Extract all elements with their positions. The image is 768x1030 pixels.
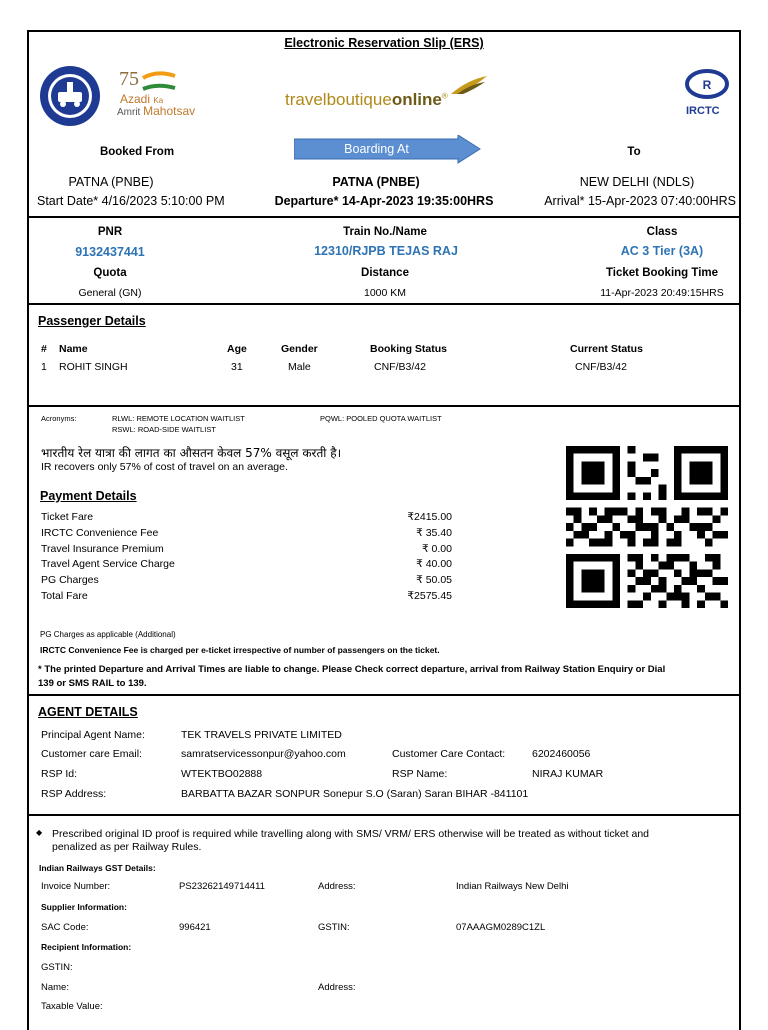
recipient-name-label: Name: [41, 982, 69, 993]
recipient-address-label: Address: [318, 982, 356, 993]
pg-charges-label: PG Charges [41, 574, 99, 586]
booked-from-label: Booked From [99, 146, 175, 158]
bullet-icon: ◆ [36, 828, 43, 837]
row-number: 1 [41, 361, 47, 373]
distance-value: 1000 KM [363, 287, 407, 299]
divider [29, 303, 739, 305]
acronyms-label: Acronyms: [41, 414, 77, 423]
care-contact-value: 6202460056 [532, 748, 591, 760]
gstin-value: 07AAAGM0289C1ZL [456, 922, 546, 933]
taxable-value-label: Taxable Value: [41, 1001, 103, 1012]
irctc-label: IRCTC [686, 105, 720, 117]
ers-document [27, 30, 741, 1030]
irctc-logo-icon [684, 66, 730, 102]
quota-value: General (GN) [78, 287, 142, 299]
col-current-status: Current Status [570, 343, 643, 355]
rsp-id-value: WTEKTBO02888 [181, 768, 263, 780]
divider [29, 216, 739, 218]
ir-address-value: Indian Railways New Delhi [456, 881, 569, 892]
train-label: Train No./Name [343, 226, 427, 238]
arrival-time: Arrival* 15-Apr-2023 07:40:00HRS [544, 194, 736, 208]
rsp-name-label: RSP Name: [392, 768, 448, 780]
quota-label: Quota [93, 267, 127, 279]
col-number: # [41, 343, 47, 355]
tbo-part1: travelboutique [285, 90, 392, 109]
recipient-heading: Recipient Information: [41, 942, 132, 952]
passenger-booking-status: CNF/B3/42 [374, 361, 426, 373]
rsp-address-value: BARBATTA BAZAR SONPUR Sonepur S.O (Saran) Saran BIHAR -841101 [181, 788, 529, 800]
rsp-id-label: RSP Id: [41, 768, 77, 780]
from-station: PATNA (PNBE) [68, 175, 154, 189]
invoice-value: PS23262149714411 [179, 881, 265, 892]
times-note-line1: * The printed Departure and Arrival Times are liable to change. Please Check correct departure, arrival from Railway Station Enquiry or Dial [38, 664, 666, 675]
id-proof-note-line2: penalized as per Railway Rules. [52, 841, 202, 853]
train-value: 12310/RJPB TEJAS RAJ [314, 244, 458, 258]
boarding-station: PATNA (PNBE) [332, 175, 420, 189]
agent-charge-value: ₹ 40.00 [416, 558, 452, 570]
sac-label: SAC Code: [41, 922, 89, 933]
care-contact-label: Customer Care Contact: [392, 748, 506, 760]
invoice-label: Invoice Number: [41, 881, 111, 892]
divider [29, 694, 739, 696]
col-gender: Gender [281, 343, 318, 355]
passenger-name: ROHIT SINGH [59, 361, 128, 373]
sac-value: 996421 [179, 922, 211, 933]
care-email-value: samratservicessonpur@yahoo.com [181, 748, 346, 760]
english-notice: IR recovers only 57% of cost of travel on an average. [41, 461, 288, 473]
start-date: Start Date* 4/16/2023 5:10:00 PM [37, 194, 225, 208]
divider [29, 814, 739, 816]
passenger-gender: Male [288, 361, 311, 373]
booking-time-value: 11-Apr-2023 20:49:15HRS [600, 287, 724, 299]
passenger-details-heading: Passenger Details [38, 314, 146, 328]
acronym-rswl: RSWL: ROAD-SIDE WAITLIST [112, 425, 216, 434]
azadi-75: 75 [119, 68, 139, 90]
pnr-label: PNR [97, 226, 123, 238]
rsp-address-label: RSP Address: [41, 788, 107, 800]
indian-railways-logo-icon [38, 64, 102, 128]
amrit-word: Amrit [117, 107, 141, 118]
svg-text:R: R [702, 78, 712, 92]
total-fare-label: Total Fare [41, 590, 88, 602]
divider [29, 405, 739, 407]
passenger-age: 31 [231, 361, 243, 373]
travelboutique-logo [285, 90, 448, 110]
payment-details-heading: Payment Details [40, 489, 137, 503]
document-title: Electronic Reservation Slip (ERS) [284, 36, 484, 50]
insurance-value: ₹ 0.00 [421, 543, 452, 555]
tbo-reg: ® [441, 91, 448, 101]
to-station: NEW DELHI (NDLS) [579, 175, 695, 189]
passenger-current-status: CNF/B3/42 [575, 361, 627, 373]
col-name: Name [59, 343, 88, 355]
total-fare-value: ₹2575.45 [407, 590, 452, 602]
boarding-at-label: Boarding At [344, 142, 409, 156]
convenience-fee-value: ₹ 35.40 [416, 527, 452, 539]
principal-agent-value: TEK TRAVELS PRIVATE LIMITED [181, 729, 342, 741]
tbo-wing-icon [449, 74, 489, 96]
gstin-label: GSTIN: [318, 922, 350, 933]
amrit-mahotsav-text [117, 104, 195, 118]
pg-note: PG Charges as applicable (Additional) [40, 630, 176, 639]
principal-agent-label: Principal Agent Name: [41, 729, 145, 741]
pnr-value: 9132437441 [75, 245, 145, 259]
rsp-name-value: NIRAJ KUMAR [532, 768, 604, 780]
supplier-heading: Supplier Information: [41, 902, 127, 912]
times-note-line2: 139 or SMS RAIL to 139. [38, 678, 147, 689]
distance-label: Distance [361, 267, 409, 279]
gst-heading: Indian Railways GST Details: [39, 863, 156, 873]
qr-code-icon [563, 446, 731, 608]
id-proof-note-line1: Prescribed original ID proof is required while travelling along with SMS/ VRM/ ERS otherwise will be treated as without ticket and [52, 828, 650, 840]
recipient-gstin-label: GSTIN: [41, 962, 73, 973]
hindi-notice: भारतीय रेल यात्रा की लागत का औसतन केवल 57% वसूल करती है। [41, 446, 342, 460]
mahotsav-word: Mahotsav [143, 104, 196, 118]
class-value: AC 3 Tier (3A) [620, 244, 704, 258]
acronym-pqwl: PQWL: POOLED QUOTA WAITLIST [320, 414, 442, 423]
col-booking-status: Booking Status [370, 343, 448, 355]
booking-time-label: Ticket Booking Time [605, 267, 719, 279]
ticket-fare-value: ₹2415.00 [407, 511, 452, 523]
convenience-fee-label: IRCTC Convenience Fee [41, 527, 159, 539]
col-age: Age [227, 343, 247, 355]
tbo-part2: online [391, 90, 442, 109]
departure-time: Departure* 14-Apr-2023 19:35:00HRS [274, 194, 494, 208]
care-email-label: Customer care Email: [41, 748, 142, 760]
irctc-fee-note: IRCTC Convenience Fee is charged per e-ticket irrespective of number of passengers on the ticket. [40, 645, 440, 655]
azadi-word: Azadi [120, 92, 151, 106]
azadi-ka: Ka [153, 96, 164, 105]
ticket-fare-label: Ticket Fare [41, 511, 94, 523]
class-label: Class [646, 226, 678, 238]
acronym-rlwl: RLWL: REMOTE LOCATION WAITLIST [112, 414, 245, 423]
insurance-label: Travel Insurance Premium [41, 543, 164, 555]
ir-address-label: Address: [318, 881, 356, 892]
agent-charge-label: Travel Agent Service Charge [41, 558, 175, 570]
agent-details-heading: AGENT DETAILS [38, 705, 138, 719]
pg-charges-value: ₹ 50.05 [416, 574, 452, 586]
to-label: To [627, 146, 641, 158]
